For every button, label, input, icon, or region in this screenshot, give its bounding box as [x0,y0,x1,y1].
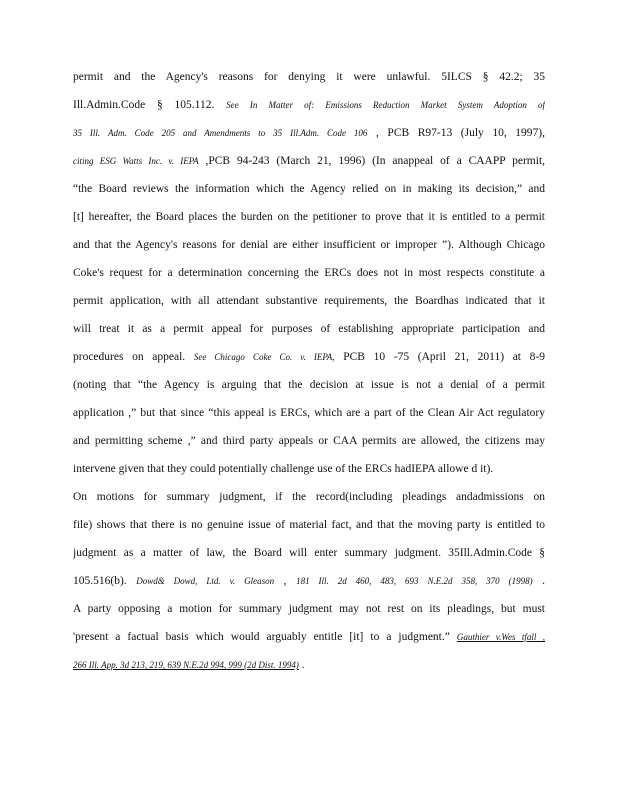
body-text: application ,” but that since “this appeal is ERCs, which are a part of the Clean Air Act regulatory [73,407,545,419]
body-text: Coke's request for a determination concerning the ERCs does not in most respects constitute a [73,267,545,279]
text-line [73,628,545,646]
body-text: and permitting scheme ,” and third party appeals or CAA permits are allowed, the citizens may [73,435,545,447]
text-line [73,600,545,618]
text-line [73,348,545,366]
text-line [73,544,545,562]
text-line [73,96,545,114]
body-text: A party opposing a motion for summary judgment may not rest on its pleadings, but must [73,603,545,615]
text-line [73,124,545,142]
body-text: file) shows that there is no genuine issue of material fact, and that the moving party is entitled to [73,519,545,531]
body-text: will treat it as a permit appeal for purposes of establishing appropriate participation and [73,323,545,335]
body-text: PCB 10 -75 (April 21, 2011) at 8-9 [334,351,545,363]
citation-text: 266 Ill. App. 3d 213, 219, 639 N.E.2d 994, 999 (2d Dist. 1994) [73,660,299,670]
text-line [73,432,545,450]
body-text: . [298,659,305,671]
body-text: (noting that “the Agency is arguing that the decision at issue is not a denial of a permit [73,379,545,391]
body-text: , PCB R97-13 (July 10, 1997), [367,127,545,139]
text-line [73,320,545,338]
body-text: On motions for summary judgment, if the record(including pleadings andadmissions on [73,491,545,503]
text-line [73,376,545,394]
text-line [73,152,545,170]
text-line [73,460,545,478]
text-line [73,404,545,422]
body-text: permit and the Agency's reasons for denying it were unlawful. 5ILCS § 42.2; 35 [73,71,545,83]
citation-text: 35 Ill. Adm. Code 205 and Amendments to 35 Ill.Adm. Code 106 [73,128,368,138]
text-line [73,180,545,198]
text-line [73,572,545,590]
text-line [73,208,545,226]
body-text: “the Board reviews the information which the Agency relied on in making its decision,” and [73,183,545,195]
body-text: ,PCB 94-243 (March 21, 1996) (In anappeal of a CAAPP permit, [198,155,545,167]
citation-text: Gauthier v.Wes tfall , [456,632,545,642]
text-line [73,264,545,282]
text-line [73,516,545,534]
body-text: Ill.Admin.Code § 105.112. [73,99,227,111]
text-line [73,292,545,310]
text-line [73,488,545,506]
citation-text: citing ESG Watts Inc. v. IEPA [73,156,199,166]
body-text: , [274,575,297,587]
citation-text: Dowd& Dowd, Ltd. v. Gleason [136,576,275,586]
citation-text: See Chicago Coke Co. v. IEPA, [193,352,335,362]
body-text: permit application, with all attendant substantive requirements, the Boardhas indicated that it [73,295,545,307]
text-line [73,236,545,254]
body-text: and that the Agency's reasons for denial are either insufficient or improper ”). Although Chicago [73,239,545,251]
body-text: [t] hereafter, the Board places the burden on the petitioner to prove that it is entitled to a permit [73,211,545,223]
body-text: procedures on appeal. [73,351,194,363]
body-text: 105.516(b). [73,575,137,587]
body-text: judgment as a matter of law, the Board will enter summary judgment. 35Ill.Admin.Code § [73,547,545,559]
text-line [73,68,545,86]
body-text: . [532,575,545,587]
body-text: 'present a factual basis which would arguably entitle [it] to a judgment.” [73,631,457,643]
citation-text: 181 Ill. 2d 460, 483, 693 N.E.2d 358, 370 (1998) [296,576,533,586]
text-line [73,656,545,674]
body-text: intervene given that they could potentially challenge use of the ERCs hadIEPA allowe d it). [73,463,494,475]
citation-text: See In Matter of: Emissions Reduction Market System Adoption of [226,100,545,110]
